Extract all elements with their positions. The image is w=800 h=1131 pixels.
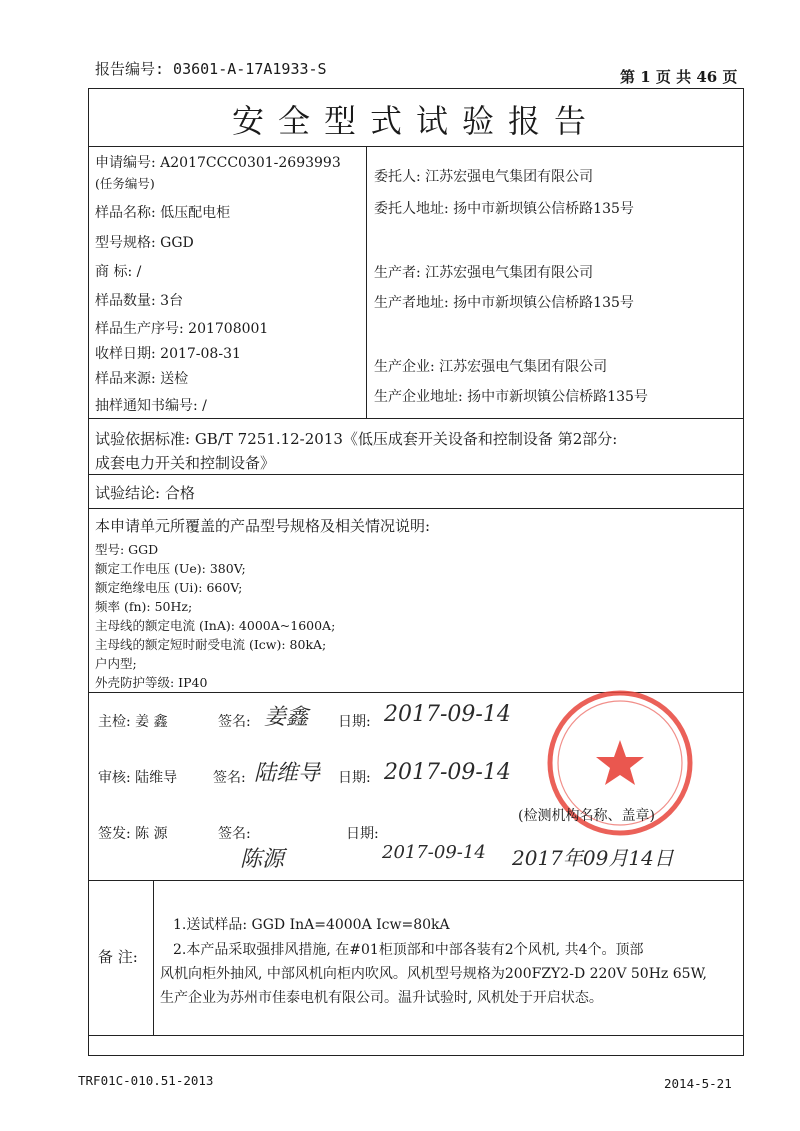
inspector-label: 主检: 姜 鑫 [98, 714, 168, 730]
scope-line: 主母线的额定短时耐受电流 (Icw): 80kA; [95, 637, 327, 652]
sample-serial: 样品生产序号: 201708001 [95, 321, 269, 337]
remarks-line: 2.本产品采取强排风措施, 在#01柜顶部和中部各装有2个风机, 共4个。顶部 [173, 942, 644, 958]
trademark: 商 标: / [95, 264, 142, 280]
scope-line: 额定绝缘电压 (Ui): 660V; [95, 580, 243, 595]
receive-date: 收样日期: 2017-08-31 [95, 346, 241, 362]
inspector-signature: 姜鑫 [264, 705, 309, 730]
apply-number: 申请编号: A2017CCC0301-2693993 [95, 155, 341, 171]
divider [88, 474, 744, 475]
inspector-sign-label: 签名: [218, 714, 251, 730]
notice-number: 抽样通知书编号: / [95, 398, 207, 414]
sample-source: 样品来源: 送检 [95, 371, 189, 387]
divider [88, 880, 744, 881]
page-count: 第 1 页 共 46 页 [620, 68, 738, 86]
scope-line: 外壳防护等级: IP40 [95, 675, 208, 690]
scope-line: 频率 (fn): 50Hz; [95, 599, 193, 614]
client: 委托人: 江苏宏强电气集团有限公司 [374, 169, 594, 185]
inspector-date: 2017-09-14 [384, 702, 511, 727]
issuer-date-label: 日期: [346, 826, 379, 842]
reviewer-sign-label: 签名: [213, 770, 246, 786]
scope-line: 主母线的额定电流 (InA): 4000A~1600A; [95, 618, 336, 633]
reviewer-date-label: 日期: [338, 770, 371, 786]
reviewer-date: 2017-09-14 [384, 760, 511, 785]
form-date: 2014-5-21 [664, 1076, 732, 1091]
report-number: 报告编号: 03601-A-17A1933-S [95, 60, 327, 78]
producer-address: 生产者地址: 扬中市新坝镇公信桥路135号 [374, 295, 634, 311]
scope-line: 额定工作电压 (Ue): 380V; [95, 561, 246, 576]
reviewer-signature: 陆维导 [254, 761, 321, 786]
test-standard-line2: 成套电力开关和控制设备》 [95, 454, 276, 472]
remarks-label: 备 注: [98, 948, 138, 966]
remarks-line: 生产企业为苏州市佳泰电机有限公司。温升试验时, 风机处于开启状态。 [160, 990, 603, 1006]
divider [88, 146, 744, 147]
client-address: 委托人地址: 扬中市新坝镇公信桥路135号 [374, 201, 634, 217]
issuer-sign-label: 签名: [218, 826, 251, 842]
divider [88, 418, 744, 419]
producer: 生产者: 江苏宏强电气集团有限公司 [374, 265, 594, 281]
form-number: TRF01C-010.51-2013 [78, 1073, 214, 1088]
divider [88, 508, 744, 509]
issuer-date: 2017-09-14 [382, 842, 486, 863]
factory-address: 生产企业地址: 扬中市新坝镇公信桥路135号 [374, 389, 648, 405]
reviewer-label: 审核: 陆维导 [98, 770, 178, 786]
stamp-caption: (检测机构名称、盖章) [518, 808, 655, 824]
divider [88, 1035, 744, 1036]
scope-line: 型号: GGD [95, 542, 159, 557]
issuer-signature: 陈源 [240, 847, 285, 872]
test-conclusion: 试验结论: 合格 [95, 484, 195, 502]
report-title: 安全型式试验报告 [231, 102, 600, 140]
remarks-line: 1.送试样品: GGD InA=4000A Icw=80kA [173, 917, 450, 933]
issuer-label: 签发: 陈 源 [98, 826, 168, 842]
factory: 生产企业: 江苏宏强电气集团有限公司 [374, 359, 608, 375]
model-spec: 型号规格: GGD [95, 235, 194, 251]
scope-line: 户内型; [95, 656, 137, 671]
task-number-label: (任务编号) [95, 176, 155, 191]
test-standard-line1: 试验依据标准: GB/T 7251.12-2013《低压成套开关设备和控制设备 第2部分: [95, 430, 618, 448]
sample-quantity: 样品数量: 3台 [95, 293, 184, 309]
sample-name: 样品名称: 低压配电柜 [95, 205, 231, 221]
stamp-date: 2017年09月14日 [512, 846, 674, 870]
remarks-divider [153, 880, 154, 1035]
scope-heading: 本申请单元所覆盖的产品型号规格及相关情况说明: [95, 517, 431, 535]
remarks-line: 风机向柜外抽风, 中部风机向柜内吹风。风机型号规格为200FZY2-D 220V 50Hz 65W, [160, 966, 707, 982]
inspector-date-label: 日期: [338, 714, 371, 730]
column-divider [366, 146, 367, 418]
